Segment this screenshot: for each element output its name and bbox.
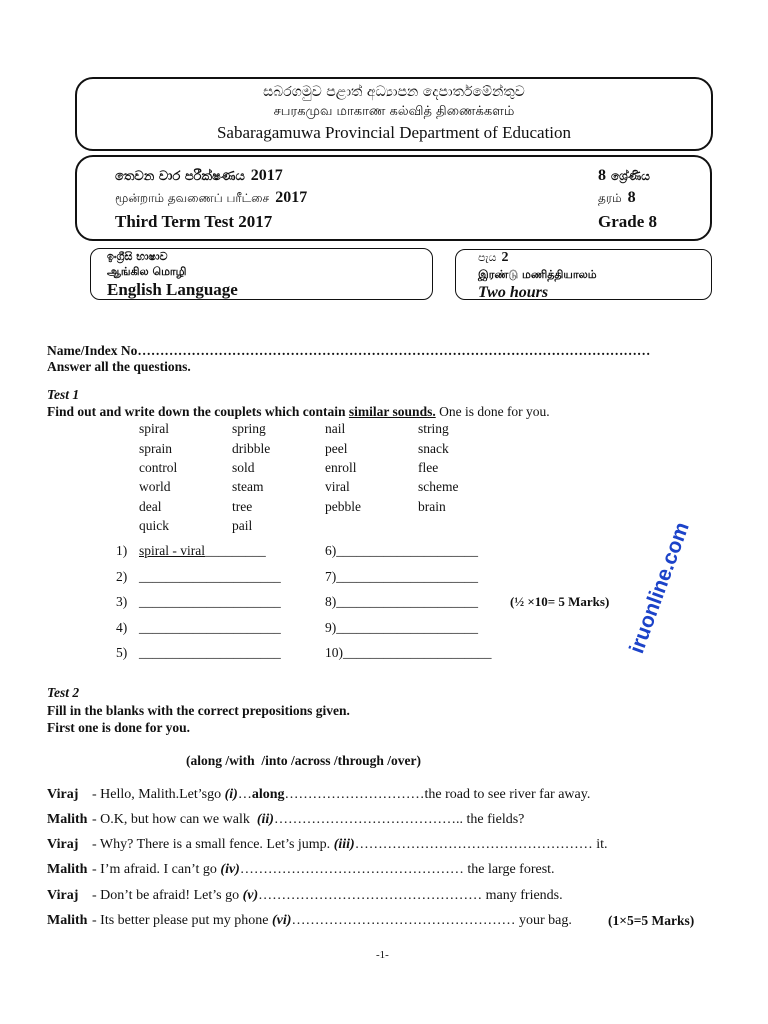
word-row bbox=[0, 421, 768, 437]
test1-instruction-emphasis: similar sounds. bbox=[348, 404, 436, 419]
exam-title-box bbox=[75, 155, 712, 241]
watermark: iruonline.com bbox=[625, 519, 694, 657]
answer-line bbox=[325, 620, 478, 636]
speaker-name: Viraj bbox=[47, 888, 79, 903]
word: pebble bbox=[325, 499, 361, 514]
blank-number: (ii) bbox=[256, 812, 274, 827]
answer-number: 9) bbox=[325, 620, 337, 635]
answer-number: 2) bbox=[116, 569, 128, 584]
blank-dots: …………………………………………… bbox=[354, 837, 593, 852]
duration-label-sinhala: පැය bbox=[478, 251, 497, 264]
dialogue-text-end: the fields? bbox=[462, 812, 525, 827]
answer-line bbox=[325, 543, 478, 559]
word: peel bbox=[325, 441, 348, 456]
answer-blank: _____________________ bbox=[336, 543, 478, 558]
word: sprain bbox=[139, 441, 172, 456]
word: quick bbox=[139, 518, 169, 533]
answer-blank: _____________________ bbox=[139, 645, 281, 660]
exam-year: 2017 bbox=[275, 189, 308, 206]
blank-number: (v) bbox=[242, 888, 259, 903]
subject-box bbox=[90, 248, 433, 300]
dialogue-line bbox=[47, 836, 607, 854]
duration-box bbox=[455, 249, 712, 300]
blank-dots: … bbox=[237, 787, 252, 802]
grade-label-sinhala: ශ්‍රේණිය bbox=[611, 169, 650, 183]
word: tree bbox=[232, 499, 253, 514]
answer-row bbox=[0, 543, 768, 559]
speaker-name: Viraj bbox=[47, 837, 79, 852]
answer-number: 4) bbox=[116, 620, 128, 635]
test1-marks: (½ ×10= 5 Marks) bbox=[510, 594, 610, 609]
word: dribble bbox=[232, 441, 271, 456]
subject-sinhala: ඉංග්‍රීසි භාෂාව bbox=[107, 250, 168, 263]
test2-heading: Test 2 bbox=[47, 685, 80, 700]
dialogue-text-end: your bag. bbox=[515, 913, 572, 928]
dialogue-text: - Its better please put my phone bbox=[92, 913, 273, 928]
exam-title-tamil-row bbox=[115, 188, 307, 208]
word: snack bbox=[418, 441, 449, 456]
blank-dots: ………………………………….. bbox=[273, 812, 463, 827]
word: control bbox=[139, 460, 178, 475]
word: nail bbox=[325, 421, 346, 436]
blank-dots: ………………………………………… bbox=[239, 862, 464, 877]
speaker-name: Malith bbox=[47, 913, 88, 928]
dialogue-text: - Hello, Malith.Let’sgo bbox=[92, 787, 225, 802]
word: steam bbox=[232, 479, 264, 494]
dialogue-text-end: the road to see river far away. bbox=[424, 787, 591, 802]
answer-number: 3) bbox=[116, 594, 128, 609]
exam-title-sinhala-row bbox=[115, 166, 283, 187]
duration-sinhala-row bbox=[478, 251, 508, 265]
duration-hours: 2 bbox=[501, 250, 509, 265]
test1-heading: Test 1 bbox=[47, 387, 80, 402]
test1-instruction bbox=[47, 404, 550, 420]
department-header-box bbox=[75, 77, 713, 151]
blank-number: (iv) bbox=[220, 862, 240, 877]
dialogue-text: - Why? There is a small fence. Let’s jump. bbox=[92, 837, 334, 852]
word: enroll bbox=[325, 460, 357, 475]
answer-number: 7) bbox=[325, 569, 337, 584]
dialogue-line bbox=[47, 811, 524, 829]
dialogue-text-end: it. bbox=[592, 837, 608, 852]
speaker-name: Viraj bbox=[47, 787, 79, 802]
grade-number: 8 bbox=[627, 189, 636, 206]
test2-marks: (1×5=5 Marks) bbox=[608, 913, 695, 928]
grade-tamil-row bbox=[598, 188, 636, 208]
speaker-name: Malith bbox=[47, 862, 88, 877]
exam-title-sinhala: තෙවන වාර පරීක්ෂණය bbox=[115, 169, 245, 184]
department-name-tamil: சபரகமுவ மாகாண கல்வித் திணைக்களம் bbox=[273, 104, 515, 119]
word: pail bbox=[232, 518, 253, 533]
dialogue-text-end: many friends. bbox=[482, 888, 563, 903]
test1-instruction-main: Find out and write down the couplets which contain bbox=[47, 404, 349, 419]
page-number: -1- bbox=[376, 949, 389, 961]
answer-blank: _________ bbox=[204, 543, 266, 558]
dialogue-text: - Don’t be afraid! Let’s go bbox=[92, 888, 243, 903]
dialogue-line bbox=[47, 786, 590, 804]
blank-dots: ………………………………………… bbox=[258, 888, 483, 903]
test2-instruction: Fill in the blanks with the correct prepositions given. bbox=[47, 703, 350, 718]
exam-title-tamil: மூன்றாம் தவணைப் பரீட்சை bbox=[115, 191, 270, 205]
dialogue-text-end: the large forest. bbox=[463, 862, 555, 877]
subject-english: English Language bbox=[107, 280, 238, 299]
department-name-english: Sabaragamuwa Provincial Department of Education bbox=[216, 123, 572, 142]
name-index-dots: …………………………………………………………………………………………………… bbox=[137, 343, 651, 358]
answer-number: 5) bbox=[116, 645, 128, 660]
dialogue-text: - I’m afraid. I can’t go bbox=[92, 862, 221, 877]
test2-instruction-example: First one is done for you. bbox=[47, 720, 191, 735]
answer-blank: _____________________ bbox=[336, 594, 478, 609]
word-row bbox=[0, 460, 768, 476]
grade-sinhala-row bbox=[598, 166, 650, 186]
word: scheme bbox=[418, 479, 459, 494]
grade-english: Grade 8 bbox=[598, 212, 658, 231]
word: spring bbox=[232, 421, 266, 436]
speaker-name: Malith bbox=[47, 812, 88, 827]
word: spiral bbox=[139, 421, 169, 436]
answer-blank: _____________________ bbox=[336, 620, 478, 635]
word: string bbox=[418, 421, 449, 436]
answer-blank: _____________________ bbox=[139, 594, 281, 609]
example-answer: along bbox=[251, 787, 285, 802]
word: brain bbox=[418, 499, 446, 514]
word: world bbox=[139, 479, 171, 494]
blank-dots: ………………………………………… bbox=[291, 913, 516, 928]
general-instruction: Answer all the questions. bbox=[47, 359, 191, 374]
answer-blank: _____________________ bbox=[139, 620, 281, 635]
exam-title-english: Third Term Test 2017 bbox=[115, 212, 273, 231]
word: sold bbox=[232, 460, 255, 475]
blank-number: (i) bbox=[224, 787, 238, 802]
answer-number: 10) bbox=[325, 645, 343, 660]
answer-line bbox=[325, 645, 492, 661]
subject-tamil: ஆங்கில மொழி bbox=[107, 265, 187, 278]
example-answer: spiral - viral bbox=[139, 543, 205, 558]
word: deal bbox=[139, 499, 162, 514]
department-name-sinhala: සබරගමුව පළාත් අධ්‍යාපන දෙපාර්තමේන්තුව bbox=[263, 84, 525, 100]
answer-line bbox=[325, 594, 478, 610]
blank-dots: ………………………… bbox=[284, 787, 425, 802]
blank-number: (iii) bbox=[333, 837, 355, 852]
name-index-label: Name/Index No bbox=[47, 343, 138, 358]
preposition-options: (along /with /into /across /through /over) bbox=[186, 753, 422, 768]
answer-line bbox=[139, 543, 266, 559]
answer-number: 8) bbox=[325, 594, 337, 609]
duration-english: Two hours bbox=[478, 284, 549, 301]
word-row bbox=[0, 441, 768, 457]
word-row bbox=[0, 479, 768, 495]
answer-line bbox=[325, 569, 478, 585]
answer-blank: _____________________ bbox=[139, 569, 281, 584]
dialogue-line bbox=[47, 912, 572, 930]
name-index-field bbox=[47, 343, 650, 359]
dialogue-line bbox=[47, 887, 563, 905]
duration-tamil: இரண்டு மணித்தியாலம் bbox=[478, 268, 597, 281]
grade-label-tamil: தரம் bbox=[598, 191, 622, 205]
word: flee bbox=[418, 460, 439, 475]
dialogue-text: - O.K, but how can we walk bbox=[92, 812, 257, 827]
answer-blank: _____________________ bbox=[336, 569, 478, 584]
answer-blank: ______________________ bbox=[343, 645, 492, 660]
blank-number: (vi) bbox=[272, 913, 292, 928]
exam-year: 2017 bbox=[250, 167, 283, 184]
answer-number: 1) bbox=[116, 543, 128, 558]
word-row bbox=[0, 518, 768, 534]
word: viral bbox=[325, 479, 350, 494]
dialogue-line bbox=[47, 861, 555, 879]
answer-number: 6) bbox=[325, 543, 337, 558]
grade-number: 8 bbox=[598, 167, 606, 184]
word-row bbox=[0, 499, 768, 515]
answer-row bbox=[0, 645, 768, 661]
test1-instruction-rest: One is done for you. bbox=[435, 404, 550, 419]
